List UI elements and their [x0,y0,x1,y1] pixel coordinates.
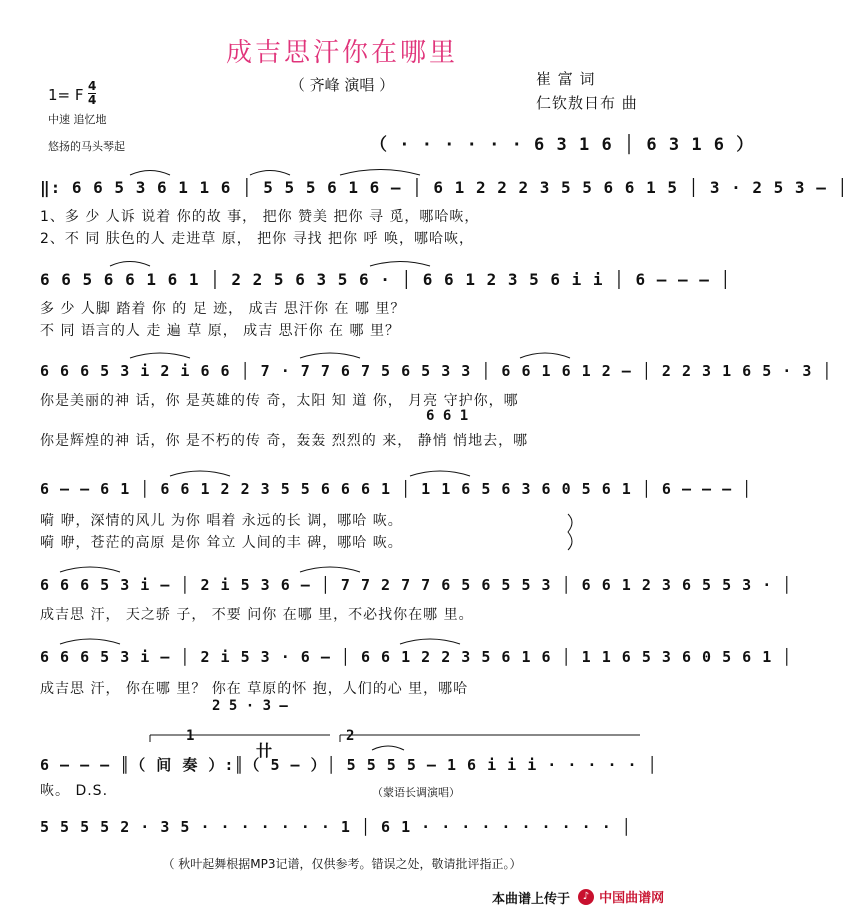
slur [300,353,360,358]
mongolian-long-tune-note: （蒙语长调演唱） [372,786,460,799]
system-6-ossia: 2 5 · 3 – [212,698,288,714]
slur [60,639,120,644]
performance-instruction: 悠扬的马头琴起 [48,140,125,153]
volta-1-label: 1 [186,728,195,744]
system-8-notes: 5 5 5 5 2 · 3 5 · · · · · · · 1 │ 6 1 · · · · · · · · · · │ [40,818,632,836]
time-top: 4 [88,79,97,93]
slur [400,639,460,644]
system-7-notes: 6 – – – ║（ 间 奏 ）:║（ 5 – ）│ 5 5 5 5 – 1 6 i i i · · · · · │ [40,756,658,774]
slur [110,262,150,267]
system-2-lyric-1: 多 少 人脚 踏着 你 的 足 迹， 成吉 思汗你 在 哪 里？ [40,301,406,317]
footnote: （ 秋叶起舞根据MP3记谱，仅供参考。错误之处，敬请批评指正。） [162,857,522,871]
system-5-notes: 6 6 6 5 3 i – │ 2 i 5 3 6 – │ 7 7 2 7 7 6 5 6 5 5 3 │ 6 6 1 2 3 6 5 5 3 · │ [40,576,793,594]
logo-icon: ♪ [578,889,594,905]
slur [250,171,290,176]
system-4-lyric-1: 嗬 咿，深情的风儿 为你 唱着 永远的长 调，哪哈 咴。 [40,513,403,529]
system-4-lyric-2: 嗬 咿，苍茫的高原 是你 耸立 人间的丰 碑，哪哈 咴。 [40,535,403,551]
volta-2-label: 2 [346,728,355,744]
slur [300,567,360,572]
slur [370,262,430,267]
system-2-lyric-2: 不 同 语言的人 走 遍 草 原， 成吉 思汗你 在 哪 里？ [40,323,400,339]
time-bottom: 4 [88,93,97,107]
lyricist-credit: 崔 富 词 [536,70,596,88]
key-signature: 1= F [48,86,84,104]
intro-line: （ · · · · · · 6 3 1 6 │ 6 3 1 6 ） [370,135,755,155]
slur [410,471,470,476]
verse-brace [568,514,572,550]
logo-text: 中国曲谱网 [599,891,665,906]
slur [60,567,120,572]
system-1-notes: ‖: 6 6 5 3 6 1 1 6 │ 5 5 5 6 1 6 – │ 6 1 2 2 2 3 5 5 6 6 1 5 │ 3 · 2 5 3 – │ [40,178,848,197]
slur [372,746,404,750]
system-2-notes: 6 6 5 6 6 1 6 1 │ 2 2 5 6 3 5 6 · │ 6 6 1 2 3 5 6 i i │ 6 – – – │ [40,270,732,289]
slur [520,353,570,358]
system-3-lyric-2: 你是辉煌的神 话，你 是不朽的传 奇，轰轰 烈烈的 来， 静悄 悄地去，哪 [40,433,529,449]
system-5-lyric-1: 成吉思 汗， 天之骄 子， 不要 问你 在哪 里，不必找你在哪 里。 [40,607,474,623]
slur [340,170,420,176]
system-7-lyric-1: 咴。 D.S. [40,783,109,799]
song-subtitle: （ 齐峰 演唱 ） [289,76,395,94]
slur [170,471,230,476]
system-1-lyric-2: 2、不 同 肤色的人 走进草 原， 把你 寻找 把你 呼 唤，哪哈咴， [40,231,474,247]
fermata-sign: 卄 [256,741,273,760]
system-6-lyric-1: 成吉思 汗， 你在哪 里？ 你在 草原的怀 抱，人们的心 里，哪哈 [40,681,469,697]
upload-text: 本曲谱上传于 [492,892,571,907]
composer-credit: 仁钦敖日布 曲 [536,94,638,112]
system-6-notes: 6 6 6 5 3 i – │ 2 i 5 3 · 6 – │ 6 6 1 2 2 3 5 6 1 6 │ 1 1 6 5 3 6 0 5 6 1 │ [40,648,793,666]
system-3-lyric-1: 你是美丽的神 话，你 是英雄的传 奇，太阳 知 道 你， 月亮 守护你，哪 [40,393,519,409]
system-1-lyric-1: 1、多 少 人诉 说着 你的故 事， 把你 赞美 把你 寻 觅，哪哈咴， [40,209,480,225]
system-3-notes: 6 6 6 5 3 i 2 i 6 6 │ 7 · 7 7 6 7 5 6 5 3 3 │ 6 6 1 6 1 2 – │ 2 2 3 1 6 5 · 3 │ [40,362,833,380]
slur [130,171,170,176]
system-3-ossia: 6 6 1 [426,408,469,424]
song-title: 成吉思汗你在哪里 [225,38,458,68]
slur [130,353,190,358]
tempo-marking: 中速 追忆地 [48,113,107,126]
system-4-notes: 6 – – 6 1 │ 6 6 1 2 2 3 5 5 6 6 6 1 │ 1 1 6 5 6 3 6 0 5 6 1 │ 6 – – – │ [40,480,753,498]
